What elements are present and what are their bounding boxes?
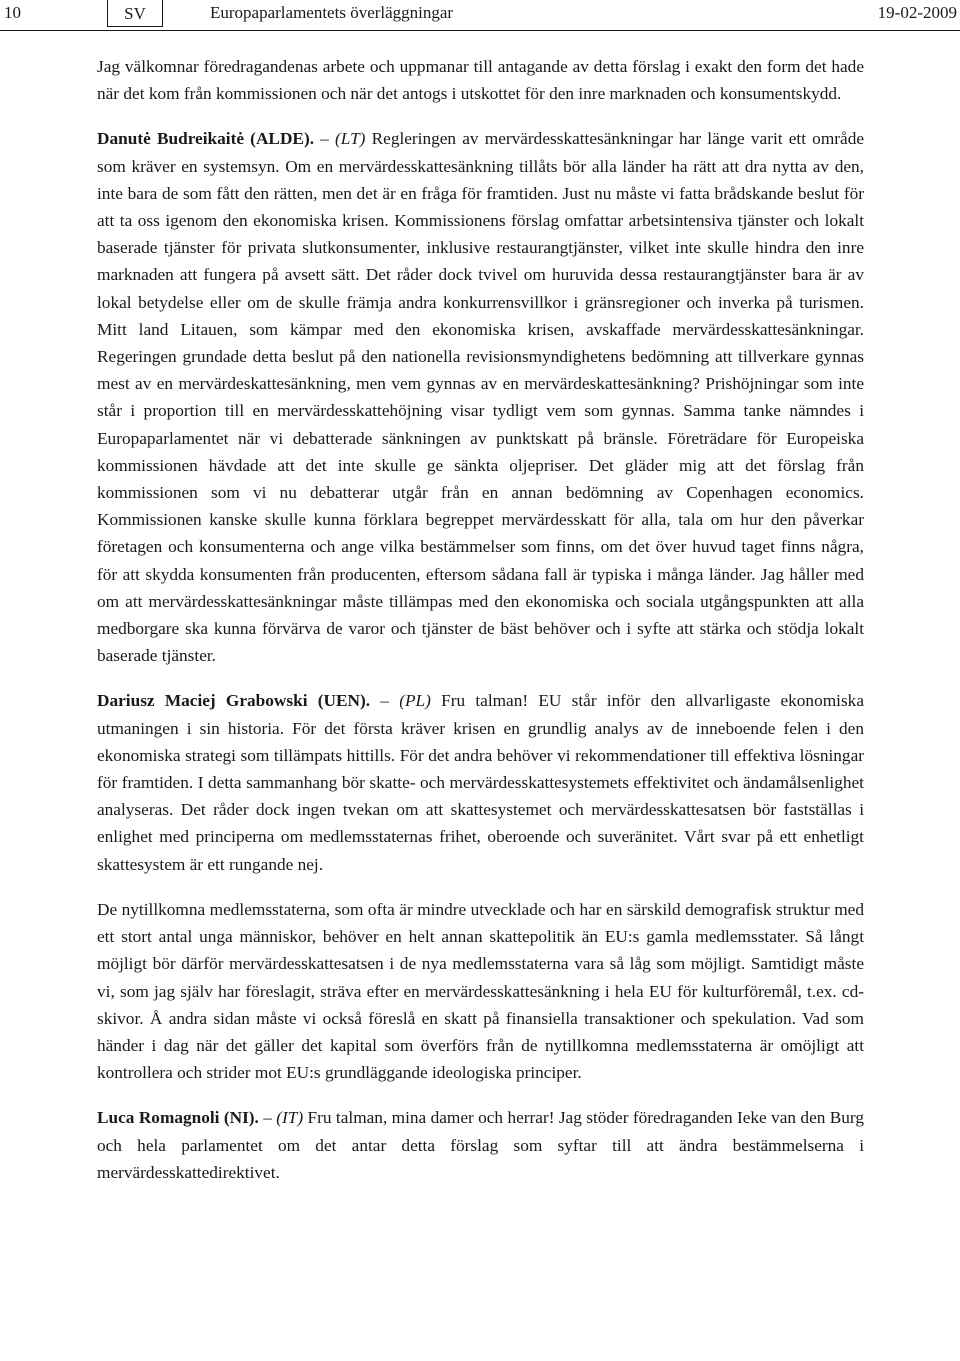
speech-text: Fru talman, mina damer och herrar! Jag stöder föredraganden Ieke van den Burg och hela parlamentet om det antar detta förslag som syftar till att ändra bestämmelserna i mervärdesskattedirektivet. bbox=[97, 1108, 864, 1182]
speech-budreikaite bbox=[97, 125, 864, 669]
paragraph-text: Jag välkomnar föredragandenas arbete och uppmanar till antagande av detta förslag i exakt den form det hade när det kom från kommissionen och när det antogs i utskottet för den inre marknaden och konsumentskydd. bbox=[97, 57, 864, 104]
speaker-dash: – bbox=[258, 1108, 277, 1128]
paragraph-text: De nytillkomna medlemsstaterna, som ofta är mindre utvecklade och har en särskild demografisk struktur med ett stort antal unga människor, behöver en helt annan skattepolitik än EU:s gamla medlemsstater. Så långt möjligt bör därför mervärdesskattesatsen i de nya medlemsstaterna vara så låg som möjligt. Samtidigt måste vi, som jag själv har föreslagit, sträva efter en mervärdesskattesänkning i hela EU för kulturföremål, t.ex. cd-skivor. Å andra sidan måste vi också föreslå en skatt på finansiella transaktioner och spekulation. Vad som händer i dag när det gäller det kapital som överförs från de nytillkomna medlemsstaterna är omöjligt att kontrollera och strider mot EU:s grundläggande ideologiska principer. bbox=[97, 899, 864, 1083]
paragraph-continued bbox=[97, 896, 864, 1086]
page-header bbox=[0, 0, 960, 31]
document-body bbox=[97, 53, 864, 1204]
paragraph-intro bbox=[97, 53, 864, 107]
speech-grabowski bbox=[97, 687, 864, 877]
speech-romagnoli bbox=[97, 1104, 864, 1186]
page-number: 10 bbox=[4, 3, 21, 22]
speaker-dash: – bbox=[370, 691, 400, 711]
language-code: SV bbox=[107, 0, 163, 27]
speaker-name: Luca Romagnoli (NI). bbox=[97, 1108, 259, 1128]
speaker-dash: – bbox=[314, 129, 336, 149]
language-tag: (PL) bbox=[399, 691, 431, 711]
language-tag: (IT) bbox=[276, 1108, 304, 1128]
publication-title: Europaparlamentets överläggningar bbox=[210, 3, 454, 22]
language-tag: (LT) bbox=[335, 129, 366, 149]
speaker-name: Danutė Budreikaitė (ALDE). bbox=[97, 129, 315, 149]
publication-date: 19-02-2009 bbox=[877, 3, 957, 22]
speech-text: Fru talman! EU står inför den allvarligaste ekonomiska utmaningen i sin historia. För det första kräver krisen en grundlig analys av de inneboende felen i den ekonomiska strategi som tillämpats hittills. För det andra behöver vi rekommendationer till effektiva lösningar för framtiden. I detta sammanhang bör skatte- och mervärdesskattesystemets effektivitet och ändamålsenlighet analyseras. Det råder dock ingen tvekan om att skattesystemet och mervärdesskattesatsen bör fastställas i enlighet med principerna om medlemsstaternas frihet, oberoende och suveränitet. Vårt svar på ett enhetligt skattesystem är ett rungande nej. bbox=[97, 691, 864, 874]
speaker-name: Dariusz Maciej Grabowski (UEN). bbox=[97, 691, 371, 711]
speech-text: Regleringen av mervärdesskattesänkningar har länge varit ett område som kräver en systemsyn. Om en mervärdesskattesänkning tillåts bör alla länder ha rätt att dra nytta av den, inte bara de som fått den rätten, men det är en fråga för framtiden. Just nu måste vi fatta brådskande beslut för att ta oss igenom den ekonomiska krisen. Kommissionens förslag omfattar arbetsintensiva tjänster och lokalt baserade tjänster för privata slutkonsumenter, inklusive restaurangtjänster, vilket inte skulle hindra den inre marknaden att fungera på avsett sätt. Det råder dock tvivel om huruvida dessa restaurangtjänster bara är av lokal betydelse eller om de skulle främja andra konkurrensvillkor i gränsregioner och inverka på turismen. Mitt land Litauen, som kämpar med den ekonomiska krisen, avskaffade mervärdesskattesänkningar. Regeringen grundade detta beslut på den nationella revisionsmyndighetens bedömning att tillverkare gynnas mest av en mervärdeskattesänkning, men vem gynnas av en mervärdeskattesänkning? Prishöjningar som inte står i proportion till en mervärdesskattehöjning visar tydligt vem som gynnas. Samma tanke nämndes i Europaparlamentet när vi debatterade sänkningen av punktskatt på bränsle. Företrädare för Europeiska kommissionen hävdade att det inte skulle ge sänkta oljepriser. Det gläder mig att det förslag från kommissionen som vi nu debatterar utgår från en annan bedömning av Copenhagen economics. Kommissionen kanske skulle kunna förklara begreppet mervärdesskatt för alla, tala om hur den påverkar företagen och konsumenterna och ange vilka bestämmelser som finns, om det över huvud taget finns några, för att skydda konsumenten från producenten, eftersom sådana fall är typiska i många länder. Jag håller med om att mervärdesskattesänkningar måste tillämpas med den ekonomiska och sociala utgångspunkten att alla medborgare ska kunna förvärva de varor och tjänster de bäst behöver och i syfte att stärka och stödja lokalt baserade tjänster. bbox=[97, 129, 865, 666]
